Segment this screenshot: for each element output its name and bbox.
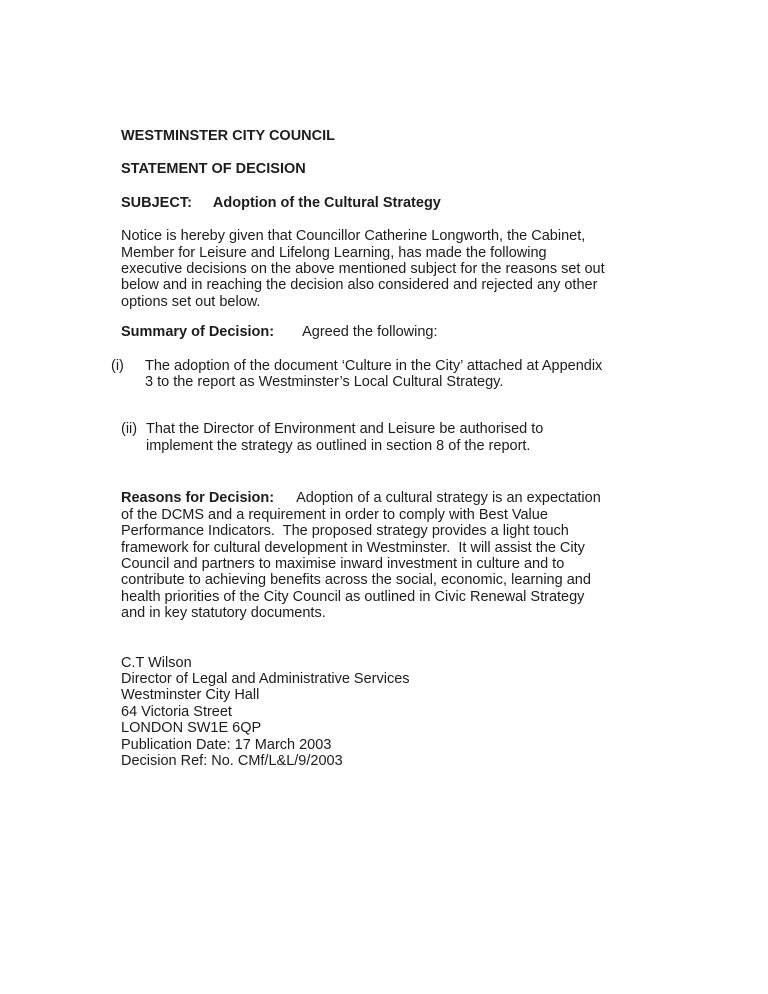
- notice-paragraph: Notice is hereby given that Councillor Catherine Longworth, the Cabinet, Member for Leisure and Lifelong Learning, has made the following executive decisions on the above mentioned subject for the reasons set out below and in reaching the decision also considered and rejected any other options set out below.: [121, 228, 609, 310]
- summary-line: [121, 324, 605, 340]
- reasons-paragraph: [121, 490, 605, 621]
- publication-date: Publication Date: 17 March 2003: [121, 736, 332, 753]
- subject-label: SUBJECT:: [121, 194, 192, 211]
- document-title: WESTMINSTER CITY COUNCIL: [121, 128, 336, 144]
- address-line: LONDON SW1E 6QP: [121, 720, 262, 737]
- decision-text: That the Director of Environment and Leisure be authorised to implement the strategy as outlined in section 8 of the report.: [146, 421, 548, 454]
- address-line: Westminster City Hall: [121, 687, 260, 704]
- address-line: 64 Victoria Street: [121, 703, 232, 720]
- reasons-label: Reasons for Decision:: [121, 490, 275, 507]
- statement-heading: STATEMENT OF DECISION: [121, 161, 306, 178]
- decision-list: [111, 357, 607, 455]
- summary-label: Summary of Decision:: [121, 324, 275, 341]
- document-body: [111, 128, 609, 769]
- signatory-name: C.T Wilson: [121, 654, 192, 671]
- decision-marker: (ii): [121, 421, 138, 438]
- signatory-role: Director of Legal and Administrative Services: [121, 670, 410, 687]
- decision-item: [111, 358, 605, 391]
- decision-marker: (i): [111, 357, 124, 374]
- decision-text: The adoption of the document ‘Culture in the City’ attached at Appendix 3 to the report as Westminster’s Local Cultural Strategy.: [145, 357, 607, 391]
- summary-value: Agreed the following:: [302, 324, 438, 341]
- signature-block: [121, 655, 605, 770]
- subject-line: [121, 195, 605, 211]
- reasons-value: Adoption of a cultural strategy is an expectation of the DCMS and a requirement in order to comply with Best Value Performance Indicators. The proposed strategy provides a light touch framework for cultural development in Westminster. It will assist the City Council and partners to maximise inward investment in culture and to contribute to achieving benefits across the social, economic, learning and health priorities of the City Council as outlined in Civic Renewal Strategy and in key statutory documents.: [121, 490, 605, 622]
- decision-ref: Decision Ref: No. CMf/L&L/9/2003: [121, 752, 343, 769]
- decision-item: [121, 421, 605, 454]
- subject-value: Adoption of the Cultural Strategy: [212, 194, 441, 211]
